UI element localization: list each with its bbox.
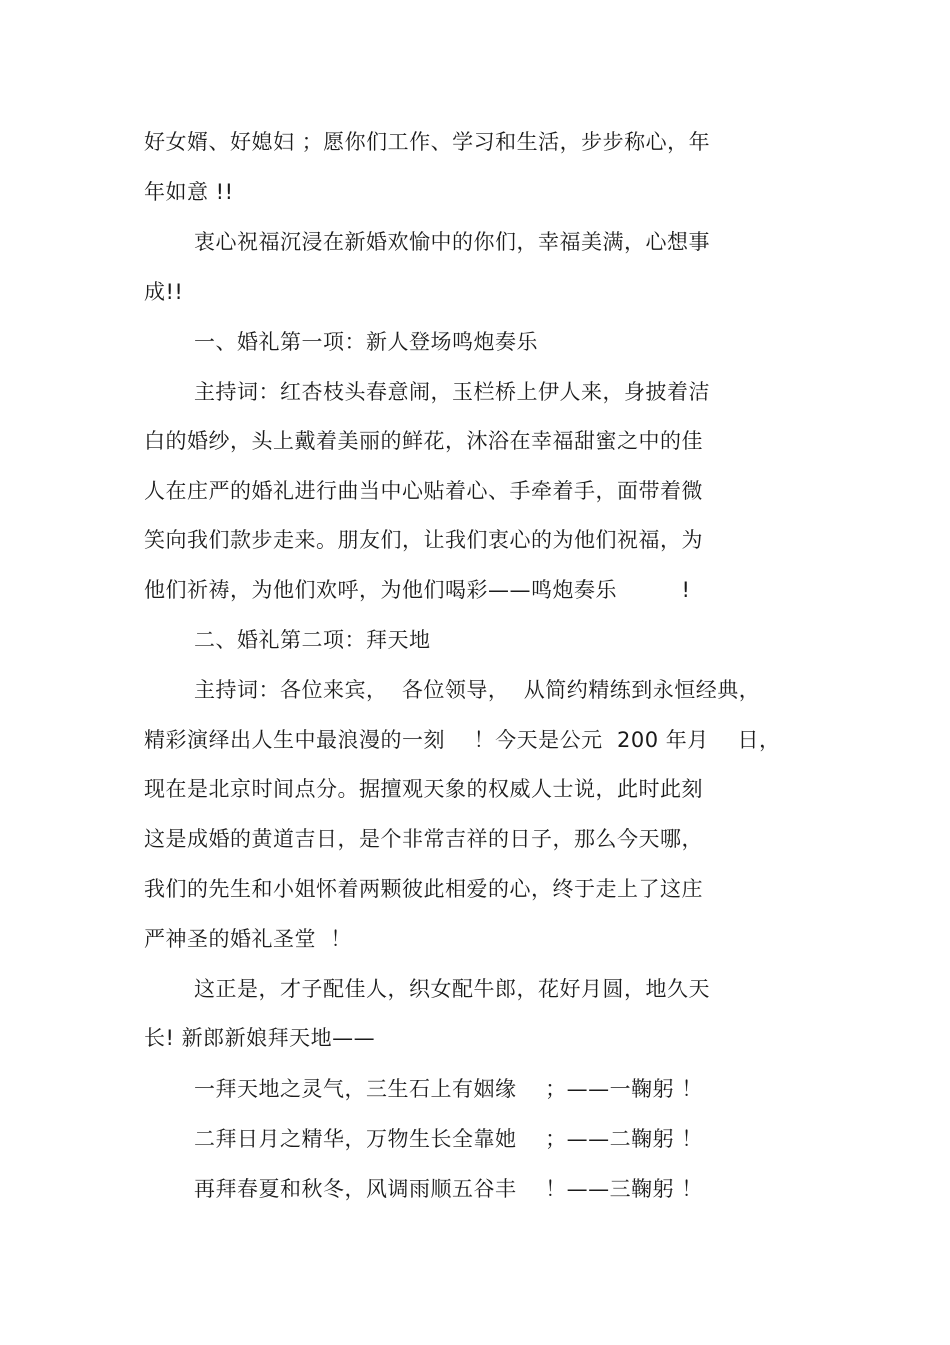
text-line: 人在庄严的婚礼进行曲当中心贴着心、手牵着手，面带着微 — [144, 479, 703, 503]
text-line: 再拜春夏和秋冬，风调雨顺五谷丰 ！——三鞠躬 ！ — [194, 1177, 703, 1201]
text-line: 这正是，才子配佳人，织女配牛郎，花好月圆，地久天 — [194, 977, 710, 1001]
text-line: 主持词：各位来宾， 各位领导， 从简约精练到永恒经典， — [194, 678, 761, 702]
text-line: 主持词：红杏枝头春意闹，玉栏桥上伊人来，身披着洁 — [194, 380, 710, 404]
text-line: 笑向我们款步走来。朋友们，让我们衷心的为他们祝福，为 — [144, 528, 703, 552]
text-line: 现在是北京时间点分。据擅观天象的权威人士说，此时此刻 — [144, 777, 703, 801]
text-line: 严神圣的婚礼圣堂 ！ — [144, 927, 352, 951]
text-line: 白的婚纱，头上戴着美丽的鲜花，沐浴在幸福甜蜜之中的佳 — [144, 429, 703, 453]
text-line: 这是成婚的黄道吉日，是个非常吉祥的日子，那么今天哪， — [144, 827, 703, 851]
text-line: 二拜日月之精华，万物生长全靠她 ；——二鞠躬 ！ — [194, 1127, 703, 1151]
text-line: 我们的先生和小姐怀着两颗彼此相爱的心，终于走上了这庄 — [144, 877, 703, 901]
text-line: 年如意 !! — [144, 180, 234, 204]
section-heading: 一、婚礼第一项：新人登场鸣炮奏乐 — [194, 330, 538, 354]
text-line: 成!! — [144, 280, 184, 304]
text-line: 长! 新郎新娘拜天地—— — [144, 1026, 376, 1050]
section-heading: 二、婚礼第二项：拜天地 — [194, 628, 431, 652]
text-line: 他们祈祷，为他们欢呼，为他们喝彩——鸣炮奏乐 ! — [144, 578, 691, 602]
text-line: 衷心祝福沉浸在新婚欢愉中的你们，幸福美满，心想事 — [194, 230, 710, 254]
text-line: 一拜天地之灵气，三生石上有姻缘 ；——一鞠躬 ！ — [194, 1077, 703, 1101]
text-line: 好女婿、好媳妇 ；愿你们工作、学习和生活，步步称心，年 — [144, 130, 711, 154]
text-line: 精彩演绎出人生中最浪漫的一刻 ！今天是公元 200 年月 日， — [144, 728, 781, 752]
